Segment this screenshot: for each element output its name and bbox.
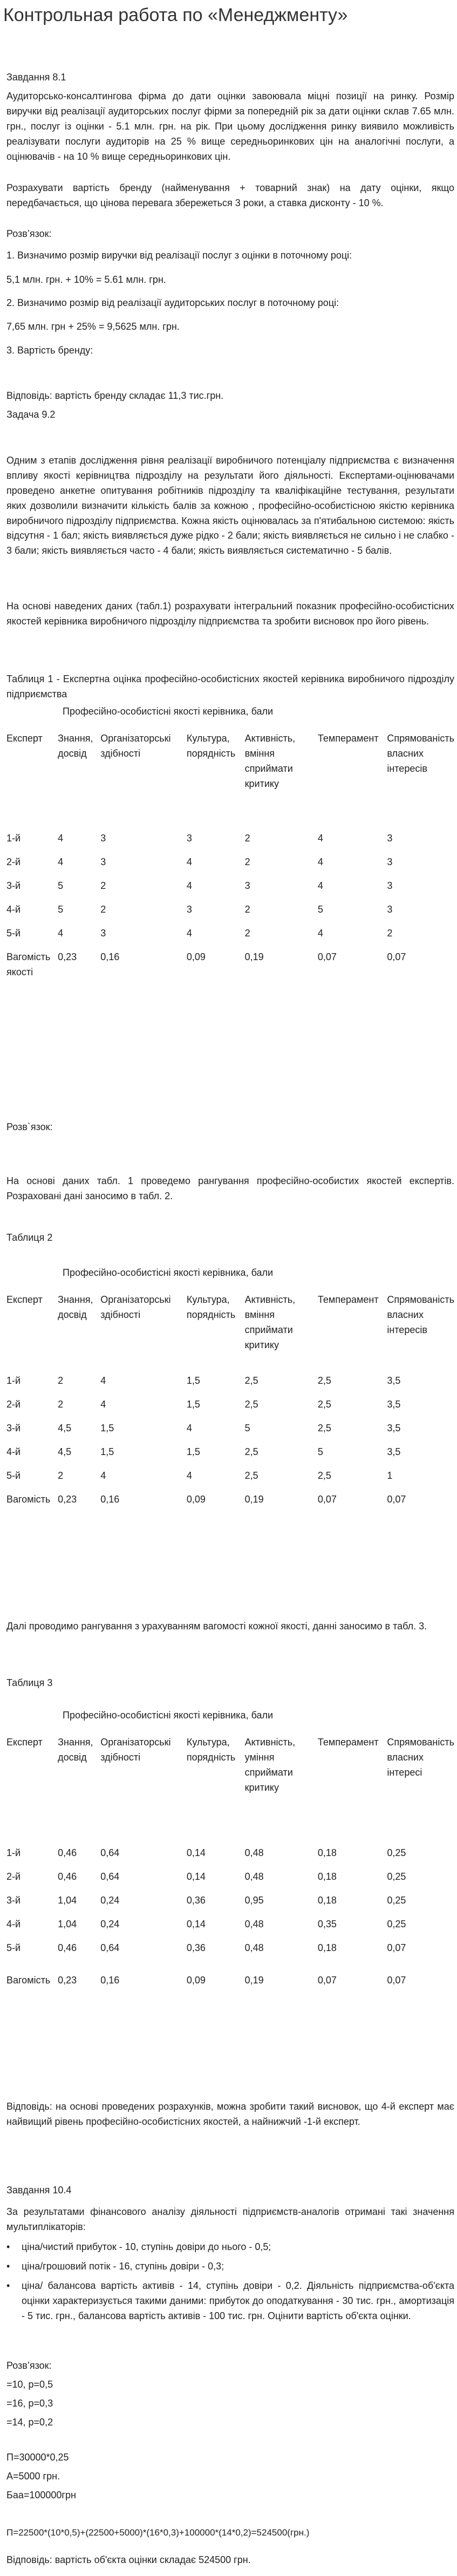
table-cell: 3	[186, 833, 192, 844]
table-2-col-header: Культура, порядність	[186, 1294, 236, 1320]
table-weights-row	[6, 1492, 454, 1507]
table-cell: 1,5	[186, 1446, 200, 1457]
table-cell: 1,04	[58, 1919, 77, 1929]
table-3-col-header: Знання, досвід	[58, 1737, 93, 1763]
table-2	[6, 1293, 454, 1507]
task-10-4-given: =14, p=0,2	[6, 2417, 53, 2428]
table-cell: 0,36	[186, 1895, 206, 1906]
table-cell: 4	[58, 857, 64, 867]
table-row	[6, 879, 454, 902]
table-cell: 0,48	[244, 1847, 264, 1858]
table-cell: 2	[58, 1399, 64, 1410]
table-cell: 0,07	[387, 1975, 406, 1986]
table-2-expert-header: Експерт	[6, 1294, 43, 1305]
list-item-text: ціна/чистий прибуток - 10, ступінь довіри до нього - 0,5;	[22, 2241, 271, 2252]
table-cell: Вагомість	[6, 1494, 51, 1505]
table-cell: 4,5	[58, 1423, 72, 1433]
table-cell: 2	[387, 928, 393, 939]
table-cell: 2	[58, 1375, 64, 1386]
table-2-col-header: Спрямованість власних інтересів	[387, 1294, 454, 1335]
task-8-1-step3: 3. Вартість бренду:	[6, 345, 93, 356]
table-cell: 4	[317, 857, 323, 867]
table-cell: 0,16	[100, 951, 120, 962]
task-9-2-answer: Відповідь: на основі проведених розрахунків, можна зробити такий висновок, що 4-й експерт має найвищий рівень професійно-особистісних якостей, а найнижчий -1-й експерт.	[6, 2101, 454, 2127]
list-item-text: ціна/ балансова вартість активів - 14, ступінь довіри - 0,2. Діяльність підприємства-об'єкта оцінки характеризується такими даними: прибуток до оподаткування - 30 тис. грн., амортизація - 5 тис. грн., балансова вартість активів - 100 тис. грн. Оцінити вартість об'єкта оцінки.	[22, 2280, 454, 2321]
table-cell: 0,07	[317, 1494, 337, 1505]
table-cell: 0,23	[58, 1494, 77, 1505]
table-cell: 1,5	[186, 1399, 200, 1410]
table-cell: 4	[58, 833, 64, 844]
table-cell: 2,5	[317, 1375, 331, 1386]
table-cell: 3	[387, 880, 393, 891]
table-row	[6, 1397, 454, 1421]
task-9-2-intro: Одним з етапів дослідження рівня реалізації виробничого потенціалу підприємства є визначення впливу якості керівництва підрозділу на результати його діяльності. Експертами-оцінювачами проведено анкетне опитування робітників підрозділу та кваліфікаційне тестування, результати яких дозволили визначити кількість балів за кожною , професійно-особистісною якістю керівника виробничого підрозділу підприємства. Кожна якість оцінювалась за п'ятибальною системою: якість відсутня - 1 бал; якість виявляється дуже рідко - 2 бали; якість виявляється не сильно і не слабко - 3 бали; якість виявляється часто - 4 бали; якість виявляється систематично - 5 балів.	[6, 455, 454, 556]
table-cell: 2-й	[6, 1871, 21, 1882]
list-item	[6, 2240, 454, 2255]
table-3-col-header: Культура, порядність	[186, 1737, 236, 1763]
table-cell: 0,48	[244, 1871, 264, 1882]
table-cell: 4-й	[6, 1919, 21, 1929]
table-cell: 2	[244, 857, 250, 867]
table-cell: 0,07	[317, 1975, 337, 1986]
bullet-icon: •	[6, 2241, 10, 2252]
task-9-2-rank-text: На основі даних табл. 1 проведемо рангування професійно-особистих якостей експертів. Розраховані дані заносимо в табл. 2.	[6, 1175, 454, 1201]
table-cell: 1,04	[58, 1895, 77, 1906]
table-cell: 2,5	[317, 1423, 331, 1433]
task-8-1-heading: Завдання 8.1	[6, 72, 66, 83]
table-cell: 3,5	[387, 1423, 401, 1433]
table-cell: 2,5	[244, 1375, 258, 1386]
table-cell: 0,64	[100, 1942, 120, 1953]
table-3-col-header: Спрямованість власних інтересі	[387, 1737, 454, 1778]
table-cell: Вагомість якості	[6, 951, 51, 977]
table-cell: 2-й	[6, 1399, 21, 1410]
table-cell: 0,09	[186, 1494, 206, 1505]
task-9-2-heading: Задача 9.2	[6, 409, 56, 420]
table-cell: 0,18	[317, 1895, 337, 1906]
table-1-caption: Таблиця 1 - Експертна оцінка професійно-особистісних якостей керівника виробничого підрозділу підприємства	[6, 674, 454, 699]
table-cell: 2,5	[317, 1470, 331, 1481]
table-cell: 2,5	[244, 1470, 258, 1481]
table-1-col-header: Темперамент	[317, 733, 379, 744]
table-cell: 3	[100, 857, 106, 867]
table-cell: 0,14	[186, 1919, 206, 1929]
table-cell: 5	[317, 1446, 323, 1457]
table-cell: 0,18	[317, 1942, 337, 1953]
table-cell: 0,14	[186, 1847, 206, 1858]
table-cell: 1,5	[100, 1446, 114, 1457]
table-cell: 0,07	[387, 951, 406, 962]
table-cell: 0,19	[244, 951, 264, 962]
table-cell: 0,18	[317, 1871, 337, 1882]
table-1-col-header: Організаторські здібності	[100, 733, 171, 759]
table-cell: 5	[244, 1423, 250, 1433]
table-cell: 1-й	[6, 1375, 21, 1386]
table-cell: 0,07	[317, 951, 337, 962]
table-cell: 3-й	[6, 1423, 21, 1433]
table-cell: 3,5	[387, 1375, 401, 1386]
table-3-expert-header: Експерт	[6, 1737, 43, 1748]
table-row	[6, 831, 454, 855]
table-1-col-header: Культура, порядність	[186, 733, 236, 759]
table-cell: 5-й	[6, 1470, 21, 1481]
table-cell: 0,35	[317, 1919, 337, 1929]
table-cell: 4	[317, 880, 323, 891]
table-2-caption: Таблиця 2	[6, 1232, 53, 1243]
task-8-1-condition: Аудиторсько-консалтингова фірма до дати оцінки завоювала міцні позиції на ринку. Розмір виручки від реалізації аудиторських послуг фірми за попередній рік за дати оцінки склав 7.65 млн. грн., послуг із оцінки - 5.1 млн. грн. на рік. При цьому дослідження ринку виявило можливість реалізувати послуги аудиторів на 25 % вище середньоринкових цін на аналогічні послуги, а оцінювачів - на 10 % вище середньоринкових цін.	[6, 91, 454, 162]
table-row	[6, 926, 454, 950]
table-cell: 1-й	[6, 833, 21, 844]
table-cell: 2,5	[244, 1446, 258, 1457]
task-10-4-heading: Завдання 10.4	[6, 2185, 72, 2196]
table-cell: 0,16	[100, 1975, 120, 1986]
table-cell: 1-й	[6, 1847, 21, 1858]
table-cell: 1	[387, 1470, 393, 1481]
table-1-expert-header: Експерт	[6, 733, 43, 744]
table-cell: 0,23	[58, 1975, 77, 1986]
list-item-text: ціна/грошовий потік - 16, ступінь довіри - 0,3;	[22, 2260, 224, 2272]
table-cell: 1,5	[100, 1423, 114, 1433]
table-2-col-header: Темперамент	[317, 1294, 379, 1305]
table-3-col-header: Темперамент	[317, 1737, 379, 1748]
table-cell: 3	[387, 833, 393, 844]
table-cell: 0,36	[186, 1942, 206, 1953]
table-cell: 0,09	[186, 1975, 206, 1986]
table-cell: 3-й	[6, 1895, 21, 1906]
table-cell: 0,19	[244, 1494, 264, 1505]
table-3-col-header: Активність, уміння сприймати критику	[244, 1737, 296, 1793]
table-cell: 4	[186, 1470, 192, 1481]
table-cell: 3	[100, 833, 106, 844]
task-8-1-question: Розрахувати вартість бренду (найменування + товарний знак) на дату оцінки, якщо передбачається, що цінова перевага збережеться 3 роки, а ставка дисконту - 10 %.	[6, 182, 454, 208]
task-10-4-solution-label: Розв’язок:	[6, 2360, 52, 2371]
table-row	[6, 1445, 454, 1469]
table-cell: 5-й	[6, 1942, 21, 1953]
table-weights-row	[6, 950, 454, 980]
table-cell: 0,18	[317, 1847, 337, 1858]
table-cell: 4	[186, 857, 192, 867]
document-page	[3, 0, 454, 2565]
table-2-col-header: Організаторські здібності	[100, 1294, 171, 1320]
table-cell: 2	[100, 904, 106, 915]
table-cell: 0,19	[244, 1975, 264, 1986]
table-cell: 0,25	[387, 1847, 406, 1858]
document-title: Контрольная работа по «Менеджменту»	[3, 5, 348, 25]
table-cell: 0,64	[100, 1847, 120, 1858]
table-row	[6, 1846, 454, 1870]
table-cell: 1,5	[186, 1375, 200, 1386]
table-cell: 5	[317, 904, 323, 915]
table-3-caption: Таблиця 3	[6, 1677, 53, 1688]
task-8-1-step1: 1. Визначимо розмір виручки від реалізації послуг з оцінки в поточному році:	[6, 250, 352, 261]
task-10-4-value: П=30000*0,25	[6, 2452, 69, 2463]
table-1	[6, 731, 454, 980]
table-cell: 0,16	[100, 1494, 120, 1505]
table-row	[6, 855, 454, 879]
task-10-4-value: Баа=100000грн	[6, 2490, 76, 2500]
table-cell: 0,09	[186, 951, 206, 962]
list-item	[6, 2279, 454, 2324]
table-cell: 4	[100, 1375, 106, 1386]
table-cell: 5	[58, 880, 64, 891]
table-row	[6, 1917, 454, 1941]
task-10-4-intro: За результатами фінансового аналізу діяльності підприємств-аналогів отримані такі значення мультиплікаторів:	[6, 2206, 454, 2232]
table-1-col-header: Знання, досвід	[58, 733, 93, 759]
table-cell: 0,14	[186, 1871, 206, 1882]
table-row	[6, 902, 454, 926]
table-cell: 3	[387, 857, 393, 867]
table-cell: 5-й	[6, 928, 21, 939]
table-cell: 0,07	[387, 1494, 406, 1505]
task-10-4-answer: Відповідь: вартість об'єкта оцінки складає 524500 грн.	[6, 2554, 251, 2565]
table-cell: 0,46	[58, 1942, 77, 1953]
table-cell: 2,5	[244, 1399, 258, 1410]
table-cell: 2	[244, 904, 250, 915]
table-2-group-header: Професійно-особистісні якості керівника, бали	[63, 1267, 274, 1278]
table-cell: 4	[58, 928, 64, 939]
table-cell: 4	[186, 1423, 192, 1433]
table-row	[6, 1941, 454, 1973]
table-2-col-header: Активність, вміння сприймати критику	[244, 1294, 296, 1350]
table-cell: 4	[317, 928, 323, 939]
table-row	[6, 1870, 454, 1893]
table-cell: 2	[58, 1470, 64, 1481]
task-9-2-rank2-text: Далі проводимо рангування з урахуванням вагомості кожної якості, данні заносимо в табл. 3.	[6, 1621, 427, 1632]
table-cell: 3	[387, 904, 393, 915]
task-10-4-list	[6, 2240, 454, 2323]
table-cell: 3,5	[387, 1446, 401, 1457]
task-10-4-formula: П=22500*(10*0,5)+(22500+5000)*(16*0,3)+100000*(14*0,2)=524500(грн.)	[6, 2527, 310, 2538]
table-cell: 0,46	[58, 1871, 77, 1882]
table-cell: 2	[244, 928, 250, 939]
table-cell: 4-й	[6, 1446, 21, 1457]
table-cell: 2-й	[6, 857, 21, 867]
table-weights-row	[6, 1973, 454, 1988]
table-cell: 5	[58, 904, 64, 915]
table-cell: 0,25	[387, 1919, 406, 1929]
task-8-1-answer: Відповідь: вартість бренду складає 11,3 тис.грн.	[6, 390, 224, 401]
table-cell: 2	[100, 880, 106, 891]
table-1-col-header: Спрямованість власних інтересів	[387, 733, 454, 774]
table-cell: 0,24	[100, 1895, 120, 1906]
task-8-1-step2: 2. Визначимо розмір від реалізації аудиторських послуг в поточному році:	[6, 297, 339, 308]
table-cell: 2	[244, 833, 250, 844]
table-cell: 0,48	[244, 1942, 264, 1953]
bullet-icon: •	[6, 2280, 10, 2291]
table-3-group-header: Професійно-особистісні якості керівника, бали	[63, 1710, 274, 1721]
table-1-group-header: Професійно-особистісні якості керівника, бали	[63, 706, 274, 717]
table-cell: 0,07	[387, 1942, 406, 1953]
table-3	[6, 1735, 454, 1988]
table-cell: 3	[186, 904, 192, 915]
table-cell: 0,46	[58, 1847, 77, 1858]
table-cell: 4	[186, 880, 192, 891]
table-cell: 0,25	[387, 1871, 406, 1882]
task-9-2-solution-label: Розв`язок:	[6, 1122, 53, 1132]
table-cell: 3-й	[6, 880, 21, 891]
table-cell: 3,5	[387, 1399, 401, 1410]
table-cell: 0,64	[100, 1871, 120, 1882]
table-cell: 3	[244, 880, 250, 891]
table-row	[6, 1421, 454, 1445]
bullet-icon: •	[6, 2260, 10, 2272]
table-cell: 0,23	[58, 951, 77, 962]
table-cell: 0,25	[387, 1895, 406, 1906]
table-cell: 4	[317, 833, 323, 844]
table-cell: 3	[100, 928, 106, 939]
task-8-1-solution-label: Розв’язок:	[6, 228, 52, 239]
table-row	[6, 1893, 454, 1917]
table-row	[6, 1469, 454, 1492]
table-2-col-header: Знання, досвід	[58, 1294, 93, 1320]
task-8-1-step2-calc: 7,65 млн. грн + 25% = 9,5625 млн. грн.	[6, 321, 180, 332]
table-cell: 4,5	[58, 1446, 72, 1457]
task-10-4-value: А=5000 грн.	[6, 2471, 60, 2482]
table-1-col-header: Активність, вміння сприймати критику	[244, 733, 296, 789]
table-cell: Вагомість	[6, 1975, 51, 1986]
table-cell: 2,5	[317, 1399, 331, 1410]
table-cell: 0,95	[244, 1895, 264, 1906]
table-cell: 4-й	[6, 904, 21, 915]
table-3-col-header: Організаторські здібності	[100, 1737, 171, 1763]
task-10-4-given: =10, p=0,5	[6, 2379, 53, 2390]
table-cell: 4	[100, 1399, 106, 1410]
task-8-1-step1-calc: 5,1 млн. грн. + 10% = 5.61 млн. грн.	[6, 274, 166, 285]
list-item	[6, 2259, 454, 2274]
table-cell: 0,24	[100, 1919, 120, 1929]
task-9-2-task: На основі наведених даних (табл.1) розрахувати інтегральний показник професійно-особистісних якостей керівника виробничого підрозділу підприємства та зробити висновок про його рівень.	[6, 601, 454, 627]
table-cell: 4	[100, 1470, 106, 1481]
table-cell: 0,48	[244, 1919, 264, 1929]
task-10-4-given: =16, p=0,3	[6, 2398, 53, 2409]
table-row	[6, 1374, 454, 1397]
table-cell: 4	[186, 928, 192, 939]
